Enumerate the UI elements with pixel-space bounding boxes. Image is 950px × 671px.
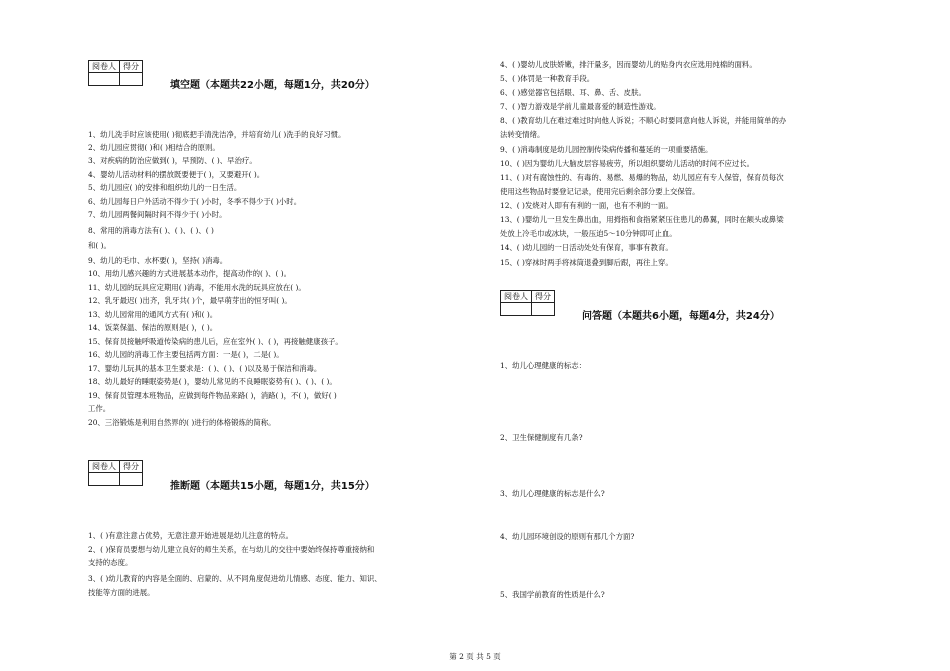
- fill-item: 工作。: [88, 404, 111, 413]
- qa-item: 5、我国学前教育的性质是什么?: [500, 590, 605, 599]
- score-cell: [120, 73, 143, 86]
- judge-item: 法转变情绪。: [500, 130, 545, 139]
- fill-item: 14、饭菜保温、保洁的原则是( )，( )。: [88, 323, 218, 332]
- fill-item: 3、对疾病的防治应做到( )，早预防、( )、早治疗。: [88, 156, 257, 165]
- score-box-judge: [88, 460, 143, 486]
- fill-item: 1、幼儿洗手时应该使用( )彻底把手清洗洁净，并培育幼儿( )洗手的良好习惯。: [88, 130, 346, 139]
- fill-item: 19、保育员管理本班物品，应做到每件物品来路( )，消路( )，不( )，做好( ): [88, 391, 337, 400]
- judge-item: 2、( )保育员要想与幼儿建立良好的师生关系，在与幼儿的交往中要始终保持尊重接纳和: [88, 545, 375, 554]
- judge-item: 支持的态度。: [88, 558, 133, 567]
- fill-item: 20、三浴锻炼是利用自然界的( )进行的体格锻炼的简称。: [88, 418, 276, 427]
- judge-item: 1、( )有意注意占优势，无意注意开始进展是幼儿注意的特点。: [88, 531, 293, 540]
- reviewer-label: 阅卷人: [89, 61, 120, 73]
- reviewer-cell: [89, 473, 120, 486]
- judge-item: 14、( )幼儿园的一日活动处处有保育，事事有教育。: [500, 243, 673, 252]
- judge-item: 10、( )因为婴幼儿大脑皮层容易疲劳，所以组织婴幼儿活动的时间不应过长。: [500, 159, 755, 168]
- reviewer-cell: [501, 303, 532, 316]
- judge-item: 11、( )对有腐蚀性的、有毒的、易燃、易爆的物品，幼儿园应有专人保管，保育员每次: [500, 173, 784, 182]
- judge-item: 使用这些物品时要登记记录，使用完后剩余部分要上交保管。: [500, 187, 700, 196]
- score-label: 得分: [532, 291, 555, 303]
- fill-item: 和( )。: [88, 241, 111, 250]
- judge-item: 13、( )婴幼儿一旦发生鼻出血，用拇指和食指紧紧压住患儿的鼻翼，同时在额头或鼻梁: [500, 215, 784, 224]
- reviewer-label: 阅卷人: [501, 291, 532, 303]
- judge-item: 5、( )体罚是一种教育手段。: [500, 74, 595, 83]
- fill-item: 7、幼儿园两餐间隔时间不得少于( )小时。: [88, 210, 227, 219]
- qa-item: 1、幼儿心理健康的标志：: [500, 361, 587, 370]
- score-cell: [120, 473, 143, 486]
- fill-item: 8、常用的消毒方法有( )、( )、( )、( ): [88, 226, 214, 235]
- qa-item: 2、卫生保健制度有几条?: [500, 433, 583, 442]
- judge-section-title: 推断题（本题共15小题，每题1分，共15分）: [170, 481, 375, 492]
- fill-item: 9、幼儿的毛巾、水杯要( )，坚持( )消毒。: [88, 256, 228, 265]
- qa-item: 4、幼儿园环境创设的原则有那几个方面?: [500, 532, 635, 541]
- reviewer-cell: [89, 73, 120, 86]
- page-footer: 第 2 页 共 5 页: [449, 652, 501, 661]
- fill-item: 11、幼儿园的玩具应定期用( )消毒，不能用水洗的玩具应放在( )。: [88, 283, 306, 292]
- fill-item: 10、用幼儿感兴趣的方式进展基本动作，提高动作的( )、( )。: [88, 269, 292, 278]
- judge-item: 技能等方面的进展。: [88, 588, 155, 597]
- judge-item: 12、( )发烧对人即有有利的一面，也有不利的一面。: [500, 201, 673, 210]
- score-box-fill: [88, 60, 143, 86]
- score-label: 得分: [120, 461, 143, 473]
- judge-item: 3、( )幼儿教育的内容是全面的、启蒙的、从不同角度促进幼儿情感、态度、能力、知识、: [88, 574, 382, 583]
- fill-item: 4、婴幼儿活动材料的摆放既要便于( )，又要避开( )。: [88, 170, 265, 179]
- fill-item: 2、幼儿园应贯彻( )和( )相结合的原则。: [88, 143, 220, 152]
- fill-item: 15、保育员接触呼吸道传染病的患儿后，应在室外( )、( )，再接触健康孩子。: [88, 337, 343, 346]
- qa-section-title: 问答题（本题共6小题，每题4分，共24分）: [582, 311, 780, 322]
- fill-section-title: 填空题（本题共22小题，每题1分，共20分）: [170, 80, 375, 91]
- score-box-qa: [500, 290, 555, 316]
- fill-item: 12、乳牙最迟( )出齐，乳牙共( )个，最早萌芽出的恒牙叫( )。: [88, 296, 292, 305]
- judge-item: 4、( )婴幼儿皮肤娇嫩，排汗量多，因而婴幼儿的贴身内衣应选用纯棉的面料。: [500, 60, 757, 69]
- score-cell: [532, 303, 555, 316]
- judge-item: 8、( )教育幼儿在难过难过时向他人诉说；不顺心时要同意向他人诉说，并能用简单的办: [500, 116, 787, 125]
- fill-item: 5、幼儿园应( )的安排和组织幼儿的一日生活。: [88, 183, 242, 192]
- reviewer-label: 阅卷人: [89, 461, 120, 473]
- judge-item: 7、( )智力游戏是学前儿童最喜爱的制造性游戏。: [500, 102, 661, 111]
- fill-item: 17、婴幼儿玩具的基本卫生要求是：( )、( )、( )以及易于保洁和消毒。: [88, 364, 322, 373]
- judge-item: 处放上冷毛巾或冰块，一般压迫5～10分钟即可止血。: [500, 229, 677, 238]
- fill-item: 16、幼儿园的消毒工作主要包括两方面：一是( )，二是( )。: [88, 350, 284, 359]
- fill-item: 6、幼儿园每日户外活动不得少于( )小时，冬季不得少于( )小时。: [88, 197, 302, 206]
- judge-item: 6、( )感觉器官包括眼、耳、鼻、舌、皮肤。: [500, 88, 646, 97]
- score-label: 得分: [120, 61, 143, 73]
- judge-item: 9、( )消毒制度是幼儿园控制传染病传播和蔓延的一项重要措施。: [500, 145, 713, 154]
- judge-item: 15、( )穿袜时两手将袜筒退叠到脚后跟，再往上穿。: [500, 258, 673, 267]
- qa-item: 3、幼儿心理健康的标志是什么?: [500, 489, 605, 498]
- fill-item: 18、幼儿最好的睡眠姿势是( )，婴幼儿常见的不良睡眠姿势有( )、( )、( )。: [88, 377, 337, 386]
- fill-item: 13、幼儿园常用的通风方式有( )和( )。: [88, 310, 218, 319]
